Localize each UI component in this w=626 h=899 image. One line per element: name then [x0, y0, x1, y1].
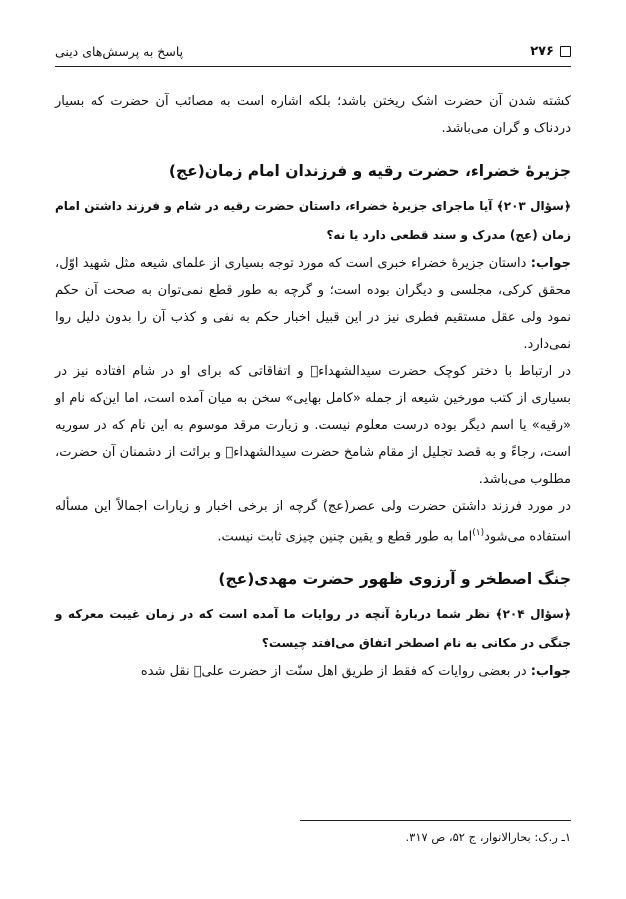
paragraph-text: در مورد فرزند داشتن حضرت ولی عصر(عج) گرچه از برخی اخبار و زیارات اجمالاً این مسأله استفاده می‌شود	[55, 499, 571, 545]
paragraph	[55, 493, 571, 550]
answer-text: داستان جزیرهٔ خضراء خبری است که مورد توجه بسیاری از علمای شیعه مثل شهید اوّل، محقق کرکی، مجلسی و دیگران بوده است؛ و گرچه به طور قطع نمی‌توان به صحت آن حکم نمود ولی عقل مستقیم فطری نیز در این قبیل اخبار حکم به نفی و کذب آن را بدون دلیل روا نمی‌دارد.	[55, 256, 571, 352]
answer-paragraph	[55, 250, 571, 358]
section-heading: جزیرهٔ خضراء، حضرت رقیه و فرزندان امام زمان(عج)	[168, 162, 571, 180]
question-label: ﴿سؤال ۲۰۴﴾	[495, 607, 571, 622]
section-heading: جنگ اصطخر و آرزوی ظهور حضرت مهدی(عج)	[218, 570, 571, 589]
answer-label: جواب:	[530, 664, 571, 680]
footnote-ref: (۱)	[472, 528, 485, 538]
question-paragraph	[55, 192, 571, 250]
footnote: ۱ـ ر.ک: بحارالانوار، ج ۵۲، ص ۳۱۷.	[405, 830, 571, 844]
paragraph: در ارتباط با دختر کوچک حضرت سیدالشهداءؑ و اتفاقاتی که برای او در شام افتاده نیز در بسیاری از کتب مورخین شیعه از جمله «کامل بهایی» سخن به میان آمده است، اما این‌که نام او «رقیه» یا اسم دیگر بوده درست معلوم نیست. و زیارت مرقد موسوم به این نام که در سوریه است، رجاءً و به قصد تجلیل از مقام شامخ حضرت سیدالشهداءؑ و برائت از دشمنان آن حضرت، مطلوب می‌باشد.	[55, 364, 571, 487]
question-paragraph	[55, 600, 571, 658]
footnote-rule	[300, 820, 571, 821]
book-title: پاسخ به پرسش‌های دینی	[55, 43, 184, 59]
page-body	[55, 88, 571, 685]
question-label: ﴿سؤال ۲۰۳﴾	[496, 199, 571, 213]
question-text: نظر شما دربارهٔ آنچه در روایات ما آمده است که در زمان غیبت معرکه و جنگی در مکانی به نام اصطخر اتفاق می‌افتد چیست؟	[55, 607, 571, 651]
page-header	[55, 40, 571, 62]
square-marker-icon	[560, 46, 571, 57]
answer-label: جواب:	[530, 256, 571, 271]
answer-paragraph	[55, 658, 571, 685]
question-text: آیا ماجرای جزیرهٔ خضراء، داستان حضرت رقیه در شام و فرزند داشتن امام زمان (عج) مدرک و سند قطعی دارد یا نه؟	[55, 199, 571, 242]
page-number-group	[530, 44, 571, 59]
page-number: ۲۷۶	[530, 43, 554, 59]
answer-text: در بعضی روایات که فقط از طریق اهل سنّت از حضرت علیؑ نقل شده	[140, 664, 527, 680]
header-rule	[55, 66, 571, 67]
paragraph-text: اما به طور قطع و یقین چنین چیزی ثابت نیست.	[217, 529, 473, 545]
paragraph: کشته شدن آن حضرت اشک ریختن باشد؛ بلکه اشاره است به مصائب آن حضرت که بسیار دردناک و گران می‌باشد.	[55, 94, 571, 136]
